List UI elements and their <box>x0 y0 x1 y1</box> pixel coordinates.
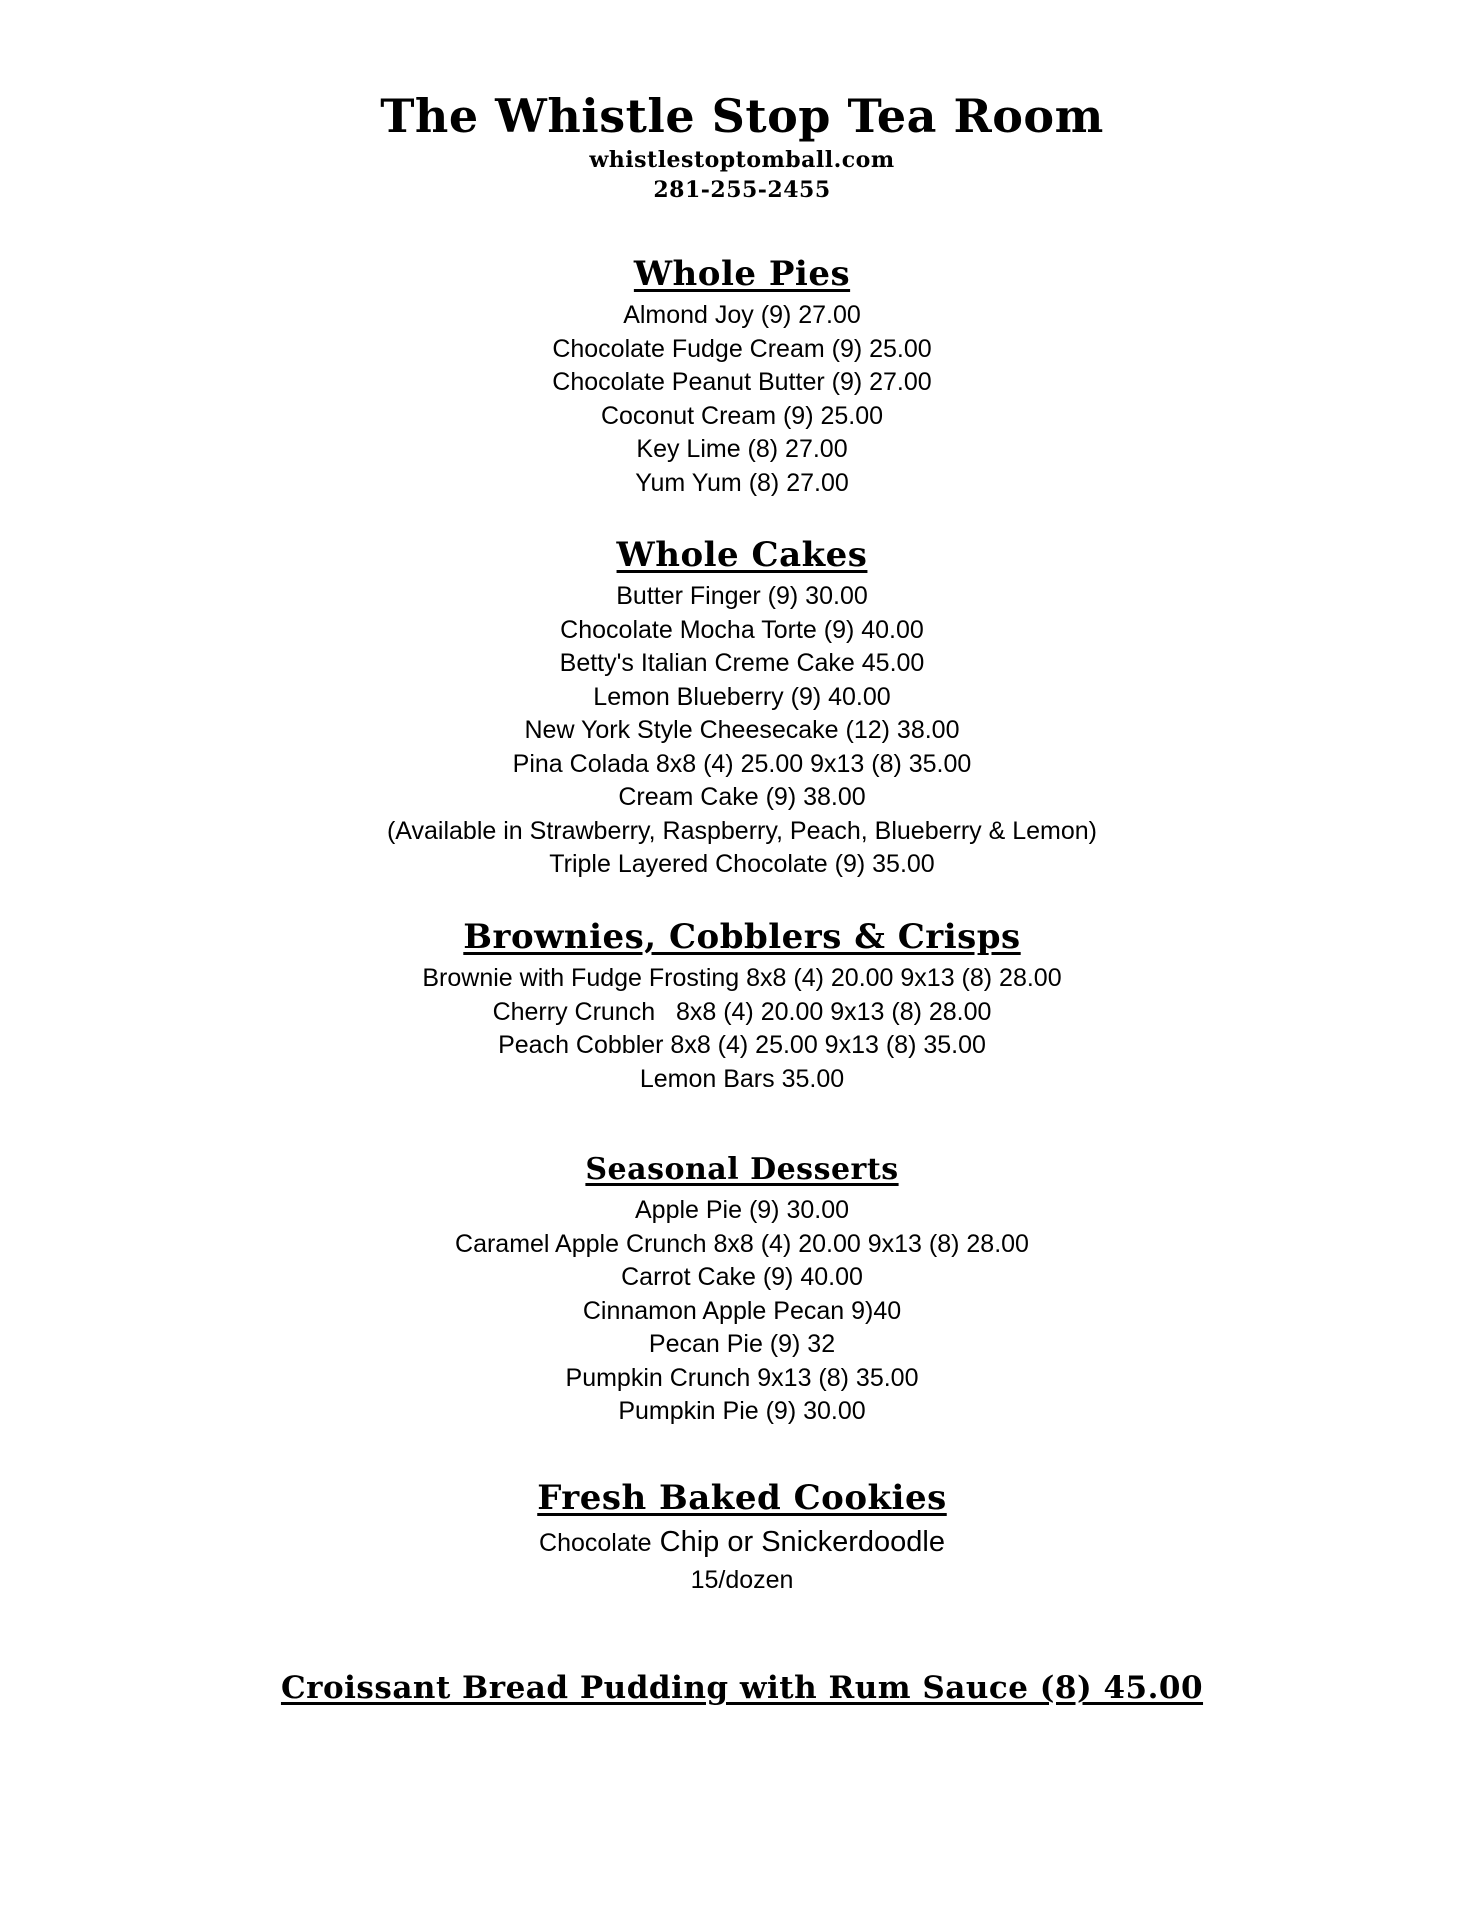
menu-item: Pumpkin Crunch 9x13 (8) 35.00 <box>565 1363 919 1392</box>
section-heading-brownies-cobblers-crisps: Brownies, Cobblers & Crisps <box>463 917 1021 957</box>
menu-item: Peach Cobbler 8x8 (4) 25.00 9x13 (8) 35.00 <box>498 1031 986 1059</box>
cookie-flavor-part-1: Chocolate <box>539 1529 652 1557</box>
menu-item: Chocolate Peanut Butter (9) 27.00 <box>552 368 932 396</box>
phone-text: 281-255-2455 <box>653 177 831 203</box>
menu-item: Cinnamon Apple Pecan 9)40 <box>582 1296 902 1325</box>
menu-item: Key Lime (8) 27.00 <box>636 435 848 463</box>
section-list-brownies-cobblers-crisps <box>0 962 1484 1096</box>
menu-item: New York Style Cheesecake (12) 38.00 <box>524 716 960 744</box>
section-list-seasonal-desserts <box>0 1194 1484 1429</box>
menu-item: Lemon Blueberry (9) 40.00 <box>593 682 891 711</box>
menu-item: Caramel Apple Crunch 8x8 (4) 20.00 9x13 (8) 28.00 <box>455 1229 1029 1258</box>
section-heading-whole-cakes: Whole Cakes <box>616 535 868 575</box>
menu-item: Carrot Cake (9) 40.00 <box>621 1263 863 1291</box>
menu-item: Cream Cake (9) 38.00 <box>618 783 866 811</box>
cookie-price: 15/dozen <box>690 1566 794 1594</box>
menu-item: Cherry Crunch 8x8 (4) 20.00 9x13 (8) 28.00 <box>492 997 992 1026</box>
page-title: The Whistle Stop Tea Room <box>380 89 1104 143</box>
menu-item: Triple Layered Chocolate (9) 35.00 <box>549 850 935 878</box>
website-text: whistlestoptomball.com <box>589 147 895 173</box>
section-heading-whole-pies: Whole Pies <box>633 254 851 294</box>
menu-item: Pumpkin Pie (9) 30.00 <box>618 1397 866 1425</box>
menu-item: Almond Joy (9) 27.00 <box>623 301 861 329</box>
menu-item: Pecan Pie (9) 32 <box>648 1330 836 1358</box>
section-list-whole-cakes <box>0 580 1484 882</box>
menu-item: Brownie with Fudge Frosting 8x8 (4) 20.00 9x13 (8) 28.00 <box>422 964 1062 992</box>
section-heading-fresh-baked-cookies: Fresh Baked Cookies <box>537 1478 947 1518</box>
bread-pudding-item: Croissant Bread Pudding with Rum Sauce (8) 45.00 <box>280 1670 1204 1706</box>
cookie-flavor-part-2: Chip or Snickerdoodle <box>651 1526 945 1558</box>
menu-item: Coconut Cream (9) 25.00 <box>600 401 884 430</box>
menu-item: Chocolate Mocha Torte (9) 40.00 <box>560 615 924 644</box>
menu-item: Lemon Bars 35.00 <box>639 1064 845 1093</box>
menu-item-note: (Available in Strawberry, Raspberry, Peach, Blueberry & Lemon) <box>386 816 1098 845</box>
section-heading-seasonal-desserts: Seasonal Desserts <box>585 1152 899 1187</box>
section-list-whole-pies <box>0 299 1484 500</box>
menu-item: Chocolate Fudge Cream (9) 25.00 <box>552 334 932 363</box>
cookie-flavors <box>0 1524 1484 1561</box>
menu-item: Yum Yum (8) 27.00 <box>635 468 849 497</box>
menu-item: Butter Finger (9) 30.00 <box>616 582 868 610</box>
menu-item: Pina Colada 8x8 (4) 25.00 9x13 (8) 35.00 <box>512 749 972 778</box>
menu-item: Betty's Italian Creme Cake 45.00 <box>559 649 925 677</box>
menu-item: Apple Pie (9) 30.00 <box>634 1196 850 1224</box>
